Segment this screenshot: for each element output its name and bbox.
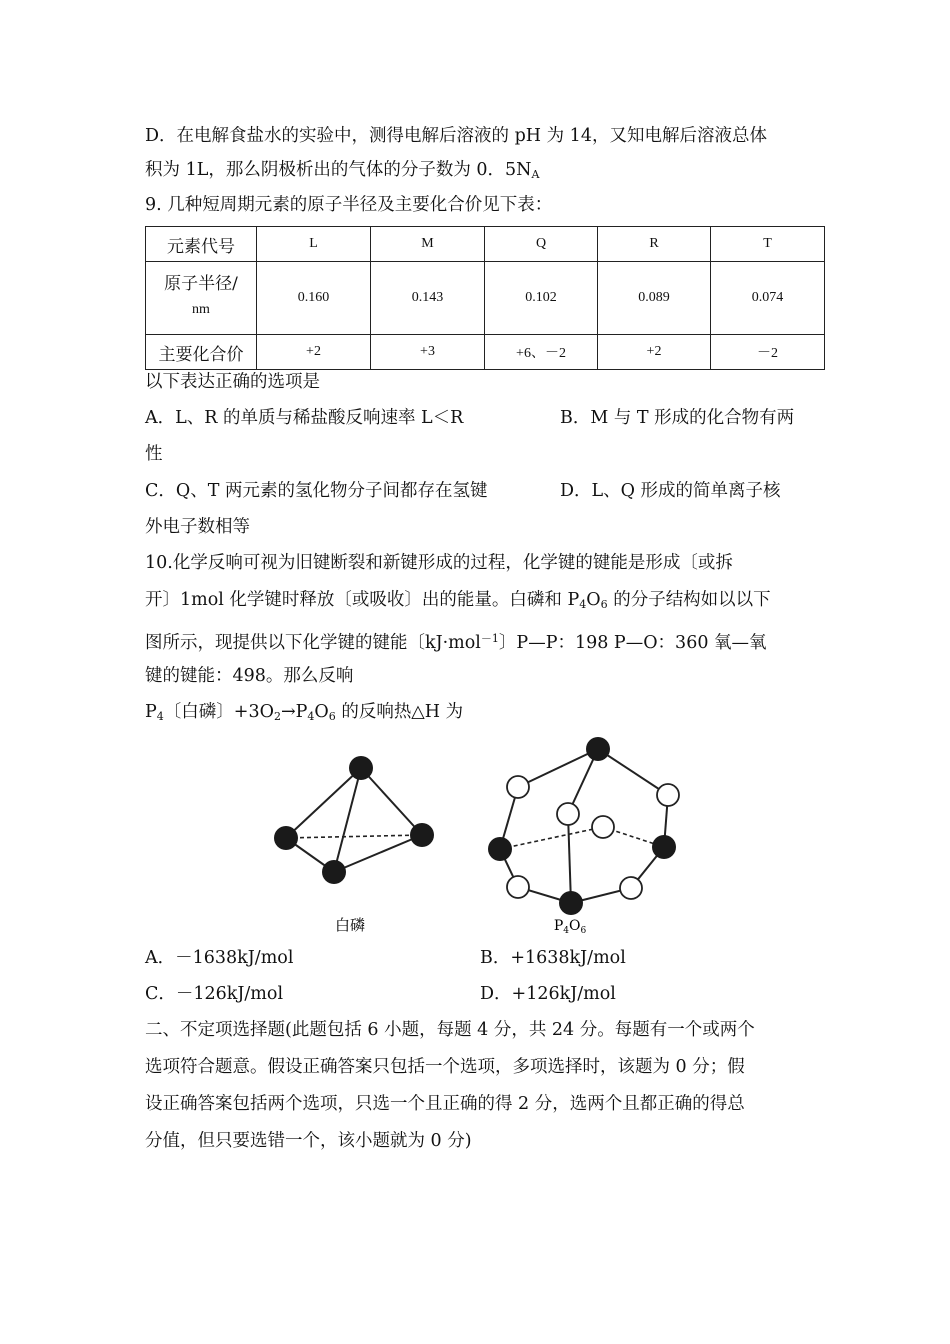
table-cell: －2 xyxy=(711,335,825,370)
table-col-L: L xyxy=(257,227,371,262)
phosphorus-atom xyxy=(488,837,512,861)
oxygen-atom xyxy=(657,784,679,806)
white-phosphorus-molecule xyxy=(274,756,434,934)
phosphorus-atom xyxy=(274,826,298,850)
q10-option-d: D．+126kJ/mol xyxy=(480,984,616,1004)
section2-line4: 分值，但只要选错一个，该小题就为 0 分) xyxy=(145,1131,472,1151)
table-cell: +2 xyxy=(257,335,371,370)
oxygen-atom xyxy=(557,803,579,825)
q10-equation: $P_4$〔白磷〕$+3O_2\to P_4O_6$ 的反响热△H 为 xyxy=(145,702,464,723)
section2-line2: 选项符合题意。假设正确答案只包括一个选项，多项选择时，该题为 0 分；假 xyxy=(145,1057,745,1077)
table-cell: 0.089 xyxy=(598,262,711,335)
label-white-phosphorus: 白磷 xyxy=(334,916,366,934)
table-valence-label: 主要化合价 xyxy=(146,335,257,370)
p4o6-molecule xyxy=(488,737,679,936)
q10-option-b: B．+1638kJ/mol xyxy=(480,948,626,968)
section2-line3: 设正确答案包括两个选项，只选一个且正确的得 2 分，选两个且都正确的得总 xyxy=(145,1094,745,1114)
oxygen-atom xyxy=(620,877,642,899)
radius-label-a: 原子半径/ xyxy=(164,274,238,294)
element-table xyxy=(145,226,825,370)
q9-option-d: D．L、Q 形成的简单离子核 xyxy=(560,481,781,501)
q8-option-d-line1: D．在电解食盐水的实验中，测得电解后溶液的 pH 为 14，又知电解后溶液总体 xyxy=(145,126,767,146)
table-row-radius xyxy=(146,262,825,335)
q8-option-d-line2: 积为 1L，那么阴极析出的气体的分子数为 0．$5N_A$ xyxy=(145,160,540,181)
q9-option-b: B．M 与 T 形成的化合物有两 xyxy=(560,408,795,428)
table-cell: 0.102 xyxy=(485,262,598,335)
q10-line1: 10.化学反响可视为旧键断裂和新键形成的过程，化学键的键能是形成〔或拆 xyxy=(145,553,733,573)
table-cell: +6、－2 xyxy=(485,335,598,370)
table-col-R: R xyxy=(598,227,711,262)
table-row-valence xyxy=(146,335,825,370)
label-p4o6: $P_4O_6$ xyxy=(553,918,587,936)
q10-option-a: A．－1638kJ/mol xyxy=(145,948,294,968)
q9-option-c: C．Q、T 两元素的氢化物分子间都存在氢键 xyxy=(145,481,488,501)
oxygen-atom xyxy=(507,776,529,798)
q10-line4: 键的键能：498。那么反响 xyxy=(145,666,354,686)
phosphorus-atom xyxy=(559,891,583,915)
q10-option-c: C．－126kJ/mol xyxy=(145,984,284,1004)
q10-line3: 图所示，现提供以下化学键的键能〔kJ·mol$^{-1}$〕P—P：198 P—O：360 氧—氧 xyxy=(145,632,767,653)
table-header-label: 元素代号 xyxy=(146,227,257,262)
phosphorus-atom xyxy=(322,860,346,884)
table-col-Q: Q xyxy=(485,227,598,262)
phosphorus-atom xyxy=(349,756,373,780)
table-col-T: T xyxy=(711,227,825,262)
subscript: A xyxy=(531,168,540,181)
table-col-M: M xyxy=(371,227,485,262)
q10-line2: 开〕1mol 化学键时释放〔或吸收〕出的能量。白磷和 $P_4O_6$ 的分子结构如以以下 xyxy=(145,590,771,611)
oxygen-atom xyxy=(592,816,614,838)
q9-option-b-cont: 性 xyxy=(145,444,163,464)
table-cell: 0.074 xyxy=(711,262,825,335)
q9-option-d-cont: 外电子数相等 xyxy=(145,517,250,537)
phosphorus-atom xyxy=(652,835,676,859)
table-cell: 0.143 xyxy=(371,262,485,335)
table-cell: +2 xyxy=(598,335,711,370)
phosphorus-atom xyxy=(410,823,434,847)
oxygen-atom xyxy=(507,876,529,898)
q9-option-a: A．L、R 的单质与稀盐酸反响速率 L＜R xyxy=(145,408,464,428)
radius-label-b: nm xyxy=(192,302,210,317)
table-radius-label xyxy=(146,262,257,335)
q9-prompt: 以下表达正确的选项是 xyxy=(145,372,320,392)
table-cell: +3 xyxy=(371,335,485,370)
section2-line1: 二、不定项选择题(此题包括 6 小题，每题 4 分，共 24 分。每题有一个或两个 xyxy=(145,1020,755,1040)
table-cell: 0.160 xyxy=(257,262,371,335)
table-row-header xyxy=(146,227,825,262)
molecule-diagram xyxy=(268,732,688,937)
q9-stem: 9. 几种短周期元素的原子半径及主要化合价见下表： xyxy=(145,195,553,215)
phosphorus-atom xyxy=(586,737,610,761)
